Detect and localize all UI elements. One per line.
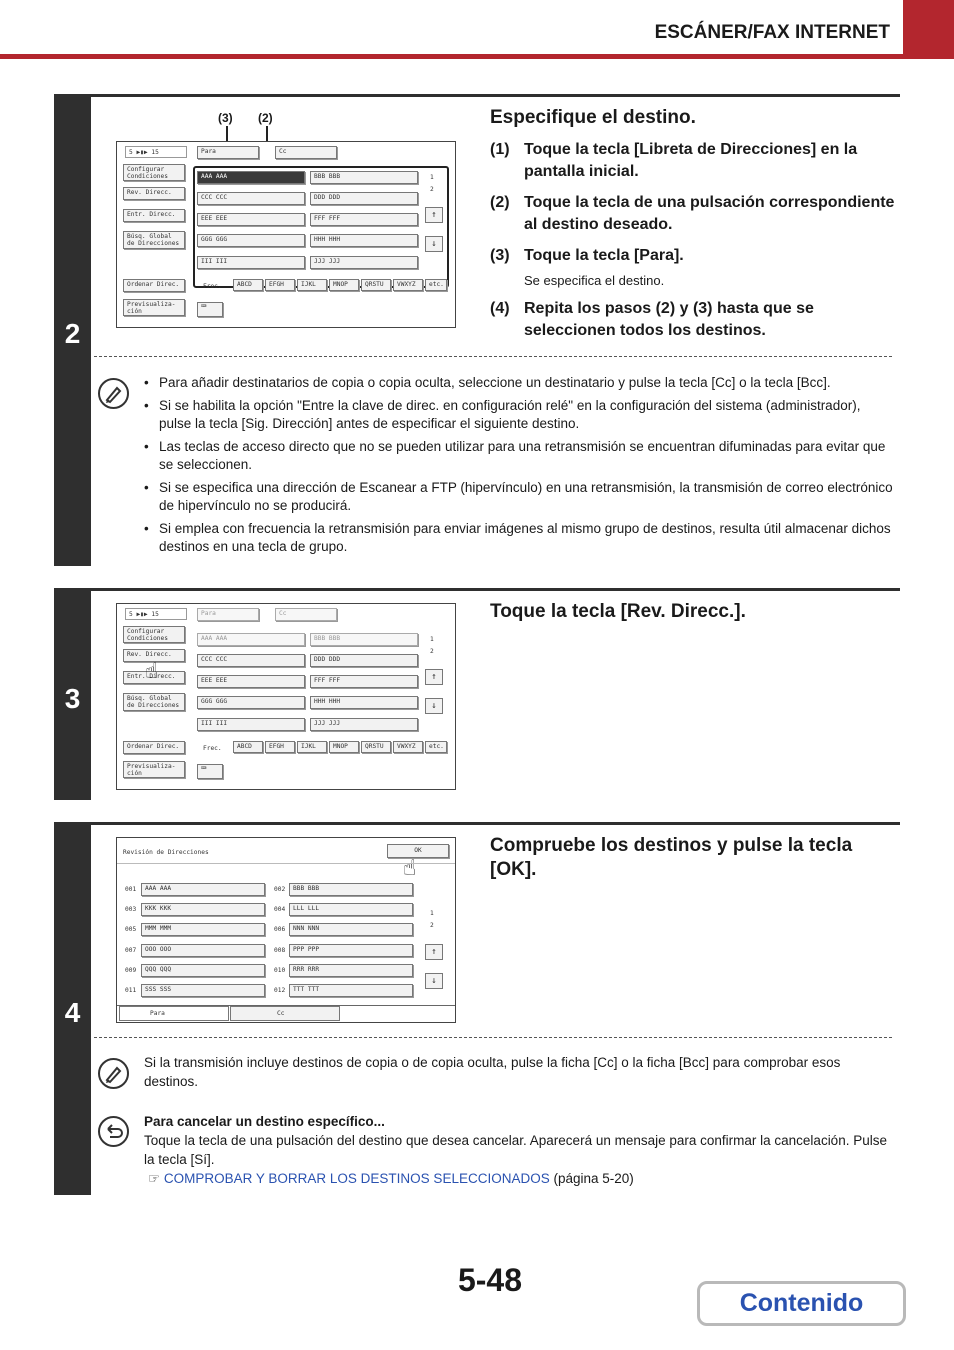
page-number: 5-48 xyxy=(457,1262,523,1298)
callout-3: (3) xyxy=(218,111,233,125)
hand-pointer-icon: ☝ xyxy=(403,856,417,881)
step-rule xyxy=(91,94,900,97)
page-indicator-bottom: 2 xyxy=(430,922,434,929)
page-indicator-top: 1 xyxy=(430,636,434,643)
address-key-1[interactable]: AAA AAA xyxy=(197,171,305,184)
review-entry-number: 004 xyxy=(274,906,286,914)
address-key-3[interactable]: CCC CCC xyxy=(197,654,305,667)
side-review[interactable]: Rev. Direcc. xyxy=(123,649,185,662)
para-key[interactable]: Para xyxy=(197,608,259,621)
review-entry-number: 001 xyxy=(125,886,137,893)
step-number: 2 xyxy=(64,318,81,349)
address-key-9[interactable]: III III xyxy=(197,718,305,731)
contents-button[interactable]: Contenido xyxy=(697,1281,906,1326)
tab-frec[interactable]: Frec. xyxy=(203,745,222,752)
hand-pointer-icon: ☝ xyxy=(145,659,159,684)
review-entry-key[interactable]: RRR RRR xyxy=(289,964,413,977)
review-entry-number: 011 xyxy=(125,987,137,994)
callout-2: (2) xyxy=(258,111,273,125)
divider xyxy=(94,356,892,357)
review-entry-number: 005 xyxy=(125,926,137,934)
keyboard-icon[interactable]: ⌨ xyxy=(197,302,223,317)
tab-qrstu[interactable]: QRSTU xyxy=(361,279,391,291)
review-entry-key[interactable]: SSS SSS xyxy=(141,984,265,997)
address-key-6[interactable]: FFF FFF xyxy=(310,213,418,226)
tab-cc[interactable]: Cc xyxy=(230,1006,340,1021)
tab-abcd[interactable]: ABCD xyxy=(233,279,263,291)
scroll-down-button[interactable]: ↓ xyxy=(425,973,443,989)
cancel-title: Para cancelar un destino específico... xyxy=(144,1114,385,1129)
side-config[interactable]: Configurar Condiciones xyxy=(123,164,185,181)
page-indicator-top: 1 xyxy=(430,174,434,181)
review-entry-key[interactable]: KKK KKK xyxy=(141,903,265,916)
step-4 xyxy=(54,822,900,1195)
address-key-7[interactable]: GGG GGG xyxy=(197,696,305,709)
tab-mnop[interactable]: MNOP xyxy=(329,741,359,753)
review-entry-number: 012 xyxy=(274,987,286,994)
step-number: 4 xyxy=(64,997,81,1028)
step-2-sub-2: (2) Toque la tecla de una pulsación correspondiente al destino deseado. xyxy=(490,194,895,233)
step-2-sub-1: (1) Toque la tecla [Libreta de Direcciones] en la pantalla inicial. xyxy=(490,141,858,180)
address-key-8[interactable]: HHH HHH xyxy=(310,696,418,709)
tab-etc[interactable]: etc. xyxy=(425,741,447,753)
step-2-sub-3-note: Se especifica el destino. xyxy=(524,273,665,288)
address-key-3[interactable]: CCC CCC xyxy=(197,192,305,205)
review-entry-number: 008 xyxy=(274,946,286,954)
ok-button[interactable]: OK xyxy=(387,844,449,858)
reference-hand-icon: ☞ xyxy=(148,1171,161,1186)
review-entry-number: 002 xyxy=(274,886,286,893)
address-key-4[interactable]: DDD DDD xyxy=(310,654,418,667)
step-3 xyxy=(54,588,900,800)
scroll-up-button[interactable]: ↑ xyxy=(425,669,443,685)
header-rule xyxy=(0,54,954,59)
address-review-screen xyxy=(116,837,456,1023)
step-number: 3 xyxy=(64,683,81,714)
reference-link[interactable]: COMPROBAR Y BORRAR LOS DESTINOS SELECCIONADOS xyxy=(163,1171,550,1186)
para-key[interactable]: Para xyxy=(197,146,259,159)
review-entry-key[interactable]: BBB BBB xyxy=(289,883,413,896)
address-key-6[interactable]: FFF FFF xyxy=(310,675,418,688)
page-indicator-bottom: 2 xyxy=(430,648,434,655)
page-counter: 5 ▶▮▶ 15 xyxy=(125,146,187,158)
review-entry-key[interactable]: QQQ QQQ xyxy=(141,964,265,977)
tab-ijkl[interactable]: IJKL xyxy=(297,741,327,753)
address-key-4[interactable]: DDD DDD xyxy=(310,192,418,205)
tab-vwxyz[interactable]: VWXYZ xyxy=(393,741,423,753)
review-entry-key[interactable]: LLL LLL xyxy=(289,903,413,916)
divider xyxy=(94,1037,892,1038)
tab-vwxyz[interactable]: VWXYZ xyxy=(393,279,423,291)
address-book-screen xyxy=(116,603,456,790)
step-4-note: Si la transmisión incluye destinos de copia o de copia oculta, pulse la ficha [Cc] o la ficha [Bcc] para comprobar esos destinos. xyxy=(144,1055,841,1089)
scroll-up-button[interactable]: ↑ xyxy=(425,944,443,960)
side-global-search[interactable]: Búsq. Global de Direcciones xyxy=(123,693,185,711)
review-entry-key[interactable]: PPP PPP xyxy=(289,944,413,957)
step-2-notes xyxy=(144,374,894,561)
cc-key[interactable]: Cc xyxy=(275,146,337,159)
address-key-2[interactable]: BBB BBB xyxy=(310,633,418,646)
review-entry-number: 006 xyxy=(274,926,286,934)
note-pencil-icon xyxy=(98,378,129,409)
side-review[interactable]: Rev. Direcc. xyxy=(123,187,185,200)
address-book-screen xyxy=(116,141,456,328)
address-key-5[interactable]: EEE EEE xyxy=(197,675,305,688)
side-entry[interactable]: Entr. Direcc. xyxy=(123,671,185,684)
step-4-heading: Compruebe los destinos y pulse la tecla [OK]. xyxy=(490,835,853,880)
review-entry-key[interactable]: OOO OOO xyxy=(141,944,265,957)
note-pencil-icon xyxy=(98,1058,129,1089)
review-entry-key[interactable]: NNN NNN xyxy=(289,923,413,936)
side-sort[interactable]: Ordenar Direc. xyxy=(123,279,185,292)
review-entry-key[interactable]: TTT TTT xyxy=(289,984,413,997)
step-2-sub-4: (4) Repita los pasos (2) y (3) hasta que se seleccionen todos los destinos. xyxy=(490,300,814,339)
tab-efgh[interactable]: EFGH xyxy=(265,741,295,753)
tab-qrstu[interactable]: QRSTU xyxy=(361,741,391,753)
address-key-1[interactable]: AAA AAA xyxy=(197,633,305,646)
tab-etc[interactable]: etc. xyxy=(425,279,447,291)
tab-para[interactable]: Para xyxy=(119,1006,229,1021)
reference-page: (página 5-20) xyxy=(553,1171,634,1186)
note-item: • Si emplea con frecuencia la retransmisión para enviar imágenes al mismo grupo de destinos, resulta útil almacenar dichos destinos en una tecla de grupo. xyxy=(144,520,894,557)
tab-ijkl[interactable]: IJKL xyxy=(297,279,327,291)
address-key-2[interactable]: BBB BBB xyxy=(310,171,418,184)
side-sort[interactable]: Ordenar Direc. xyxy=(123,741,185,754)
page-indicator-bottom: 2 xyxy=(430,186,434,193)
scroll-down-button[interactable]: ↓ xyxy=(425,236,443,252)
side-global-search[interactable]: Búsq. Global de Direcciones xyxy=(123,231,185,249)
address-key-8[interactable]: HHH HHH xyxy=(310,234,418,247)
address-key-10[interactable]: JJJ JJJ xyxy=(310,718,418,731)
cancel-note xyxy=(144,1112,894,1188)
note-item: • Para añadir destinatarios de copia o copia oculta, seleccione un destinatario y pulse la tecla [Cc] o la tecla [Bcc]. xyxy=(144,374,894,393)
tab-mnop[interactable]: MNOP xyxy=(329,279,359,291)
step-2 xyxy=(54,94,900,566)
review-entry-key[interactable]: AAA AAA xyxy=(141,883,265,896)
review-entry-number: 007 xyxy=(125,946,137,954)
tab-frec[interactable]: Frec. xyxy=(203,283,222,290)
review-entry-number: 009 xyxy=(125,966,137,974)
address-key-10[interactable]: JJJ JJJ xyxy=(310,256,418,269)
address-key-5[interactable]: EEE EEE xyxy=(197,213,305,226)
scroll-down-button[interactable]: ↓ xyxy=(425,698,443,714)
side-preview[interactable]: Previsualiza- ción xyxy=(123,299,185,316)
address-key-7[interactable]: GGG GGG xyxy=(197,234,305,247)
cancel-return-icon xyxy=(98,1116,129,1147)
review-entry-number: 003 xyxy=(125,906,137,914)
tab-abcd[interactable]: ABCD xyxy=(233,741,263,753)
review-entry-key[interactable]: MMM MMM xyxy=(141,923,265,936)
review-title-rule xyxy=(117,863,455,864)
side-entry[interactable]: Entr. Direcc. xyxy=(123,209,185,222)
step-rule xyxy=(91,588,900,591)
step-rule xyxy=(91,822,900,825)
step-2-heading: Especifique el destino. xyxy=(490,107,696,128)
note-item: • Si se habilita la opción "Entre la clave de direc. en configuración relé" en la configuración del sistema (administrador), pulse la tecla [Sig. Dirección] antes de especificar el siguiente destino. xyxy=(144,397,894,434)
section-title: ESCÁNER/FAX INTERNET xyxy=(654,22,890,43)
address-panel xyxy=(193,166,449,288)
step-3-heading: Toque la tecla [Rev. Direcc.]. xyxy=(490,601,746,622)
review-entry-number: 010 xyxy=(274,966,286,974)
page-counter: 5 ▶▮▶ 15 xyxy=(125,608,187,620)
step-2-sub-3: (3) Toque la tecla [Para]. xyxy=(490,247,684,264)
note-item: • Si se especifica una dirección de Escanear a FTP (hipervínculo) en una retransmisión, la transmisión de correo electrónico de hipervínculo no se producirá. xyxy=(144,479,894,516)
side-config[interactable]: Configurar Condiciones xyxy=(123,626,185,643)
side-preview[interactable]: Previsualiza- ción xyxy=(123,761,185,778)
tab-efgh[interactable]: EFGH xyxy=(265,279,295,291)
keyboard-icon[interactable]: ⌨ xyxy=(197,764,223,779)
address-key-9[interactable]: III III xyxy=(197,256,305,269)
header-color-block xyxy=(903,0,954,54)
cancel-text: Toque la tecla de una pulsación del destino que desea cancelar. Aparecerá un mensaje para confirmar la cancelación. Pulse la tecla [Sí]. xyxy=(144,1133,887,1167)
cc-key[interactable]: Cc xyxy=(275,608,337,621)
review-title: Revisión de Direcciones xyxy=(123,849,209,856)
page-indicator-top: 1 xyxy=(430,910,434,917)
scroll-up-button[interactable]: ↑ xyxy=(425,207,443,223)
note-item: • Las teclas de acceso directo que no se pueden utilizar para una retransmisión se encuentran difuminadas para evitar que se seleccionen. xyxy=(144,438,894,475)
